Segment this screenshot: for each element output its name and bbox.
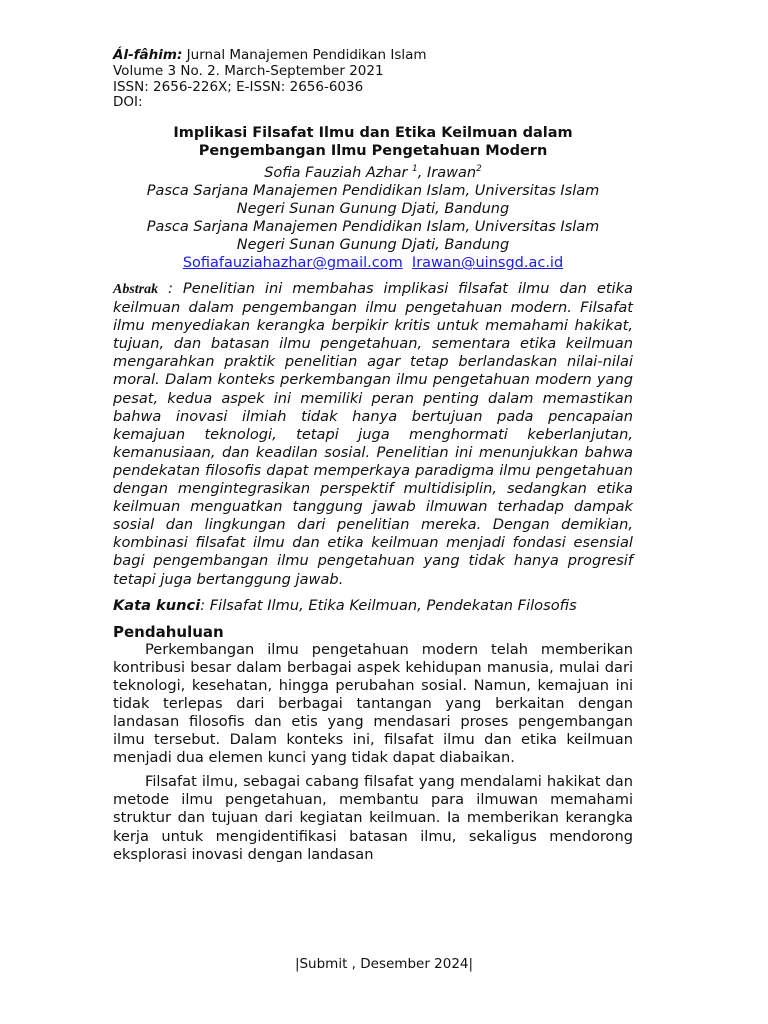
journal-doi: DOI: [113, 94, 143, 111]
author-2-superscript: 2 [476, 164, 482, 175]
journal-issn: ISSN: 2656-226X; E-ISSN: 2656-6036 [113, 78, 364, 95]
keywords-text: : Filsafat Ilmu, Etika Keilmuan, Pendekatan Filosofis [200, 596, 577, 614]
author-emails [113, 254, 633, 272]
affiliation-1-line-1: Pasca Sarjana Manajemen Pendidikan Islam, Universitas Islam [146, 183, 600, 200]
author-1-superscript: 1 [412, 164, 418, 175]
affiliation-2-line-2: Negeri Sunan Gunung Djati, Bandung [236, 237, 510, 254]
journal-volume: Volume 3 No. 2. March-September 2021 [113, 62, 384, 79]
abstract-separator: : [158, 280, 183, 298]
email-link-2[interactable]: Irawan@uinsgd.ac.id [411, 255, 564, 272]
keywords [113, 597, 633, 615]
abstract [113, 280, 633, 589]
email-link-1[interactable]: Sofiafauziahazhar@gmail.com [182, 255, 403, 272]
body-paragraph-1: Perkembangan ilmu pengetahuan modern telah memberikan kontribusi besar dalam berbagai aspek kehidupan manusia, mulai dari teknologi, kesehatan, hingga perubahan sosial. Namun, kemajuan ini tidak terlepas dari berbagai tantangan yang berkaitan dengan landasan filosofis dan etis yang mendasari proses pengembangan ilmu tersebut. Dalam konteks ini, filsafat ilmu dan etika keilmuan menjadi dua elemen kunci yang tidak dapat diabaikan. [113, 640, 633, 767]
section-heading: Pendahuluan [113, 622, 224, 641]
affiliation-1-line-2: Negeri Sunan Gunung Djati, Bandung [236, 201, 510, 218]
affiliation-1 [113, 182, 633, 218]
article-title [113, 124, 633, 160]
paper-page [113, 48, 633, 864]
journal-subtitle: Jurnal Manajemen Pendidikan Islam [182, 47, 427, 63]
journal-name: Ál-fâhim: [113, 47, 183, 63]
author-name: Sofia Fauziah Azhar [264, 165, 408, 182]
journal-title-line [113, 48, 633, 64]
abstract-label: Abstrak [113, 282, 159, 298]
author-separator: , Irawan [417, 165, 477, 182]
author-line [113, 160, 633, 182]
article-title-line-1: Implikasi Filsafat Ilmu dan Etika Keilmuan dalam [173, 125, 573, 142]
affiliation-2-line-1: Pasca Sarjana Manajemen Pendidikan Islam, Universitas Islam [146, 219, 600, 236]
journal-header [113, 48, 633, 111]
affiliation-2 [113, 218, 633, 254]
keywords-label: Kata kunci [113, 596, 201, 614]
body-paragraph-2: Filsafat ilmu, sebagai cabang filsafat yang mendalami hakikat dan metode ilmu pengetahuan, membantu para ilmuwan memahami struktur dan tujuan dari kegiatan keilmuan. Ia memberikan kerangka kerja untuk mengidentifikasi batasan ilmu, sekaligus mendorong eksplorasi inovasi dengan landasan [113, 773, 633, 863]
page-footer: |Submit , Desember 2024| [294, 956, 474, 972]
abstract-text: Penelitian ini membahas implikasi filsafat ilmu dan etika keilmuan dalam pengembangan ilmu pengetahuan modern. Filsafat ilmu menyediakan kerangka berpikir kritis untuk memahami hakikat, tujuan, dan batasan ilmu pengetahuan, sementara etika keilmuan mengarahkan praktik penelitian agar tetap berlandaskan nilai-nilai moral. Dalam konteks perkembangan ilmu pengetahuan modern yang pesat, kedua aspek ini memiliki peran penting dalam memastikan bahwa inovasi ilmiah tidak hanya bertujuan pada pencapaian kemajuan teknologi, tetapi juga menghormati keberlanjutan, kemanusiaan, dan keadilan sosial. Penelitian ini menunjukkan bahwa pendekatan filosofis dapat memperkaya paradigma ilmu pengetahuan dengan mengintegrasikan perspektif multidisiplin, sedangkan etika keilmuan menguatkan tanggung jawab ilmuwan terhadap dampak sosial dan lingkungan dari penelitian mereka. Dengan demikian, kombinasi filsafat ilmu dan etika keilmuan menjadi fondasi esensial bagi pengembangan ilmu pengetahuan yang tidak hanya progresif tetapi juga bertanggung jawab. [113, 280, 633, 588]
article-title-line-2: Pengembangan Ilmu Pengetahuan Modern [198, 143, 548, 160]
